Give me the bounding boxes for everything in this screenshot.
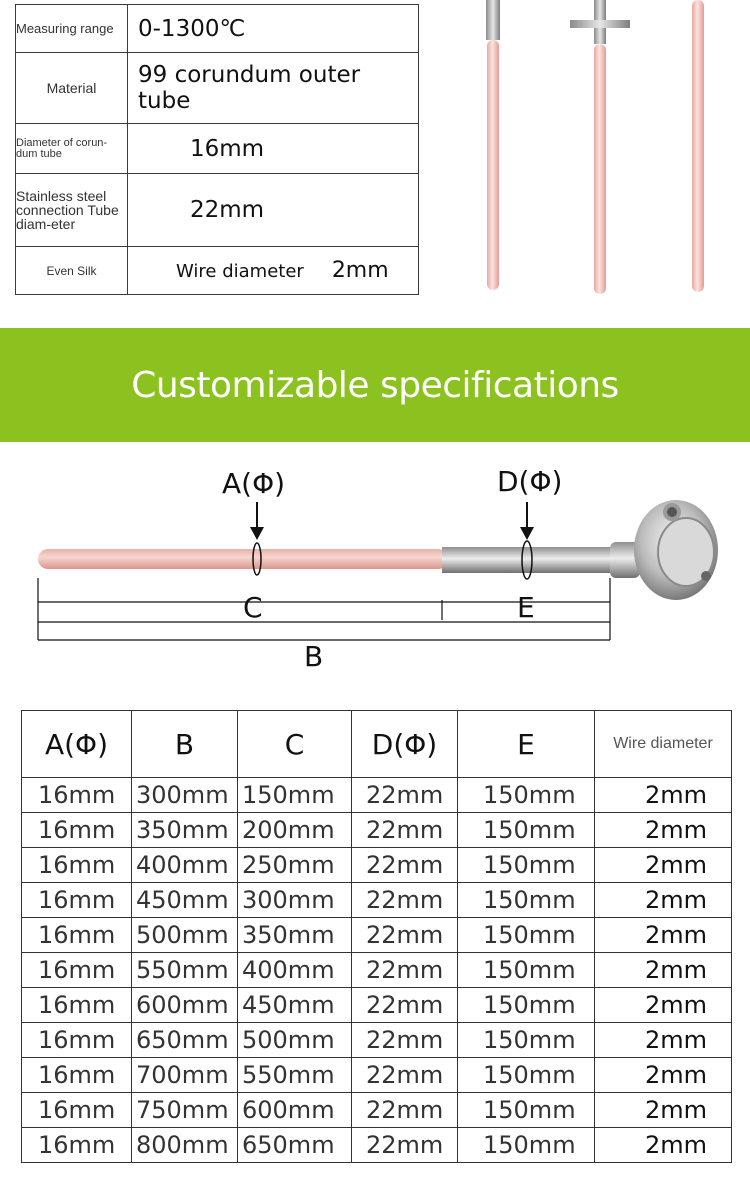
rod-2 — [570, 0, 630, 294]
table-row — [22, 883, 732, 918]
table-row — [22, 813, 732, 848]
table-cell: 150mm — [458, 778, 595, 813]
table-cell: 150mm — [458, 883, 595, 918]
size-table-header — [22, 711, 732, 778]
spec-value: 22mm — [128, 174, 419, 247]
table-cell: 150mm — [458, 1128, 595, 1163]
table-cell: 2mm — [595, 813, 732, 848]
table-row — [22, 848, 732, 883]
rod-3 — [692, 0, 704, 292]
table-cell: 150mm — [458, 1093, 595, 1128]
arrow-a-icon — [250, 502, 264, 540]
table-cell: 500mm — [132, 918, 238, 953]
table-cell: 600mm — [132, 988, 238, 1023]
table-cell: 350mm — [132, 813, 238, 848]
table-cell: 650mm — [238, 1128, 352, 1163]
table-cell: 800mm — [132, 1128, 238, 1163]
table-cell: 22mm — [352, 1058, 458, 1093]
table-cell: 2mm — [595, 1128, 732, 1163]
wire-diameter-label: Wire diameter — [176, 261, 304, 282]
spec-label: Even Silk — [16, 247, 128, 295]
spec-row — [16, 124, 419, 174]
spec-row — [16, 53, 419, 124]
table-cell: 2mm — [595, 1023, 732, 1058]
table-cell: 2mm — [595, 1093, 732, 1128]
table-cell: 22mm — [352, 1023, 458, 1058]
table-cell: 150mm — [458, 848, 595, 883]
table-cell: 16mm — [22, 988, 132, 1023]
table-cell: 22mm — [352, 848, 458, 883]
table-cell: 22mm — [352, 883, 458, 918]
header-c: C — [238, 711, 352, 778]
table-cell: 350mm — [238, 918, 352, 953]
table-cell: 16mm — [22, 953, 132, 988]
table-cell: 16mm — [22, 1128, 132, 1163]
table-cell: 450mm — [238, 988, 352, 1023]
label-b: B — [304, 640, 324, 673]
table-cell: 22mm — [352, 1093, 458, 1128]
table-cell: 16mm — [22, 778, 132, 813]
table-row — [22, 953, 732, 988]
table-cell: 150mm — [458, 1023, 595, 1058]
rod-1 — [486, 0, 500, 290]
table-cell: 2mm — [595, 848, 732, 883]
header-a: A(Φ) — [22, 711, 132, 778]
table-row — [22, 1023, 732, 1058]
table-cell: 150mm — [238, 778, 352, 813]
spec-label: Diameter of corun- dum tube — [16, 124, 128, 174]
table-row — [22, 988, 732, 1023]
table-cell: 2mm — [595, 953, 732, 988]
wire-diameter-value: 2mm — [331, 258, 389, 283]
table-cell: 2mm — [595, 988, 732, 1023]
table-cell: 16mm — [22, 1058, 132, 1093]
size-table — [21, 710, 732, 1163]
table-cell: 2mm — [595, 883, 732, 918]
label-a: A(Φ) — [222, 467, 286, 500]
product-photo — [430, 0, 750, 310]
spec-row — [16, 247, 419, 295]
table-cell: 2mm — [595, 1058, 732, 1093]
table-cell: 2mm — [595, 778, 732, 813]
table-cell: 150mm — [458, 1058, 595, 1093]
spec-label: Material — [16, 53, 128, 124]
table-cell: 16mm — [22, 1023, 132, 1058]
dimension-diagram — [0, 450, 750, 685]
table-cell: 16mm — [22, 1093, 132, 1128]
table-cell: 150mm — [458, 813, 595, 848]
table-cell: 550mm — [238, 1058, 352, 1093]
banner-title: Customizable specifications — [131, 364, 619, 406]
spec-table — [15, 4, 419, 295]
label-c: C — [243, 591, 263, 624]
header-b: B — [132, 711, 238, 778]
table-cell: 150mm — [458, 953, 595, 988]
ceramic-tube — [38, 549, 448, 569]
table-cell: 150mm — [458, 988, 595, 1023]
spec-row — [16, 5, 419, 53]
table-cell: 200mm — [238, 813, 352, 848]
table-cell: 2mm — [595, 918, 732, 953]
table-cell: 16mm — [22, 813, 132, 848]
table-row — [22, 1093, 732, 1128]
table-cell: 22mm — [352, 813, 458, 848]
table-cell: 550mm — [132, 953, 238, 988]
table-row — [22, 1058, 732, 1093]
section-banner — [0, 328, 750, 442]
header-d: D(Φ) — [352, 711, 458, 778]
table-row — [22, 1128, 732, 1163]
table-cell: 250mm — [238, 848, 352, 883]
table-cell: 22mm — [352, 778, 458, 813]
spec-value: 16mm — [128, 124, 419, 174]
table-cell: 650mm — [132, 1023, 238, 1058]
table-cell: 700mm — [132, 1058, 238, 1093]
spec-value — [128, 247, 419, 295]
table-cell: 300mm — [132, 778, 238, 813]
spec-label: Stainless steel connection Tube diam-eter — [16, 174, 128, 247]
table-cell: 600mm — [238, 1093, 352, 1128]
table-cell: 22mm — [352, 953, 458, 988]
table-cell: 300mm — [238, 883, 352, 918]
table-cell: 16mm — [22, 848, 132, 883]
arrow-d-icon — [520, 502, 534, 540]
spec-value: 99 corundum outer tube — [128, 53, 419, 124]
spec-value: 0-1300℃ — [128, 5, 419, 53]
spec-row — [16, 174, 419, 247]
table-cell: 22mm — [352, 1128, 458, 1163]
table-cell: 16mm — [22, 918, 132, 953]
table-cell: 500mm — [238, 1023, 352, 1058]
table-cell: 150mm — [458, 918, 595, 953]
junction-head — [610, 500, 718, 600]
label-e: E — [517, 591, 535, 624]
table-cell: 400mm — [132, 848, 238, 883]
table-cell: 750mm — [132, 1093, 238, 1128]
table-cell: 22mm — [352, 918, 458, 953]
table-row — [22, 918, 732, 953]
spec-label: Measuring range — [16, 5, 128, 53]
table-cell: 22mm — [352, 988, 458, 1023]
header-wire-diameter: Wire diameter — [595, 711, 732, 778]
table-cell: 16mm — [22, 883, 132, 918]
table-cell: 450mm — [132, 883, 238, 918]
header-e: E — [458, 711, 595, 778]
table-cell: 400mm — [238, 953, 352, 988]
label-d: D(Φ) — [497, 465, 563, 498]
table-row — [22, 778, 732, 813]
